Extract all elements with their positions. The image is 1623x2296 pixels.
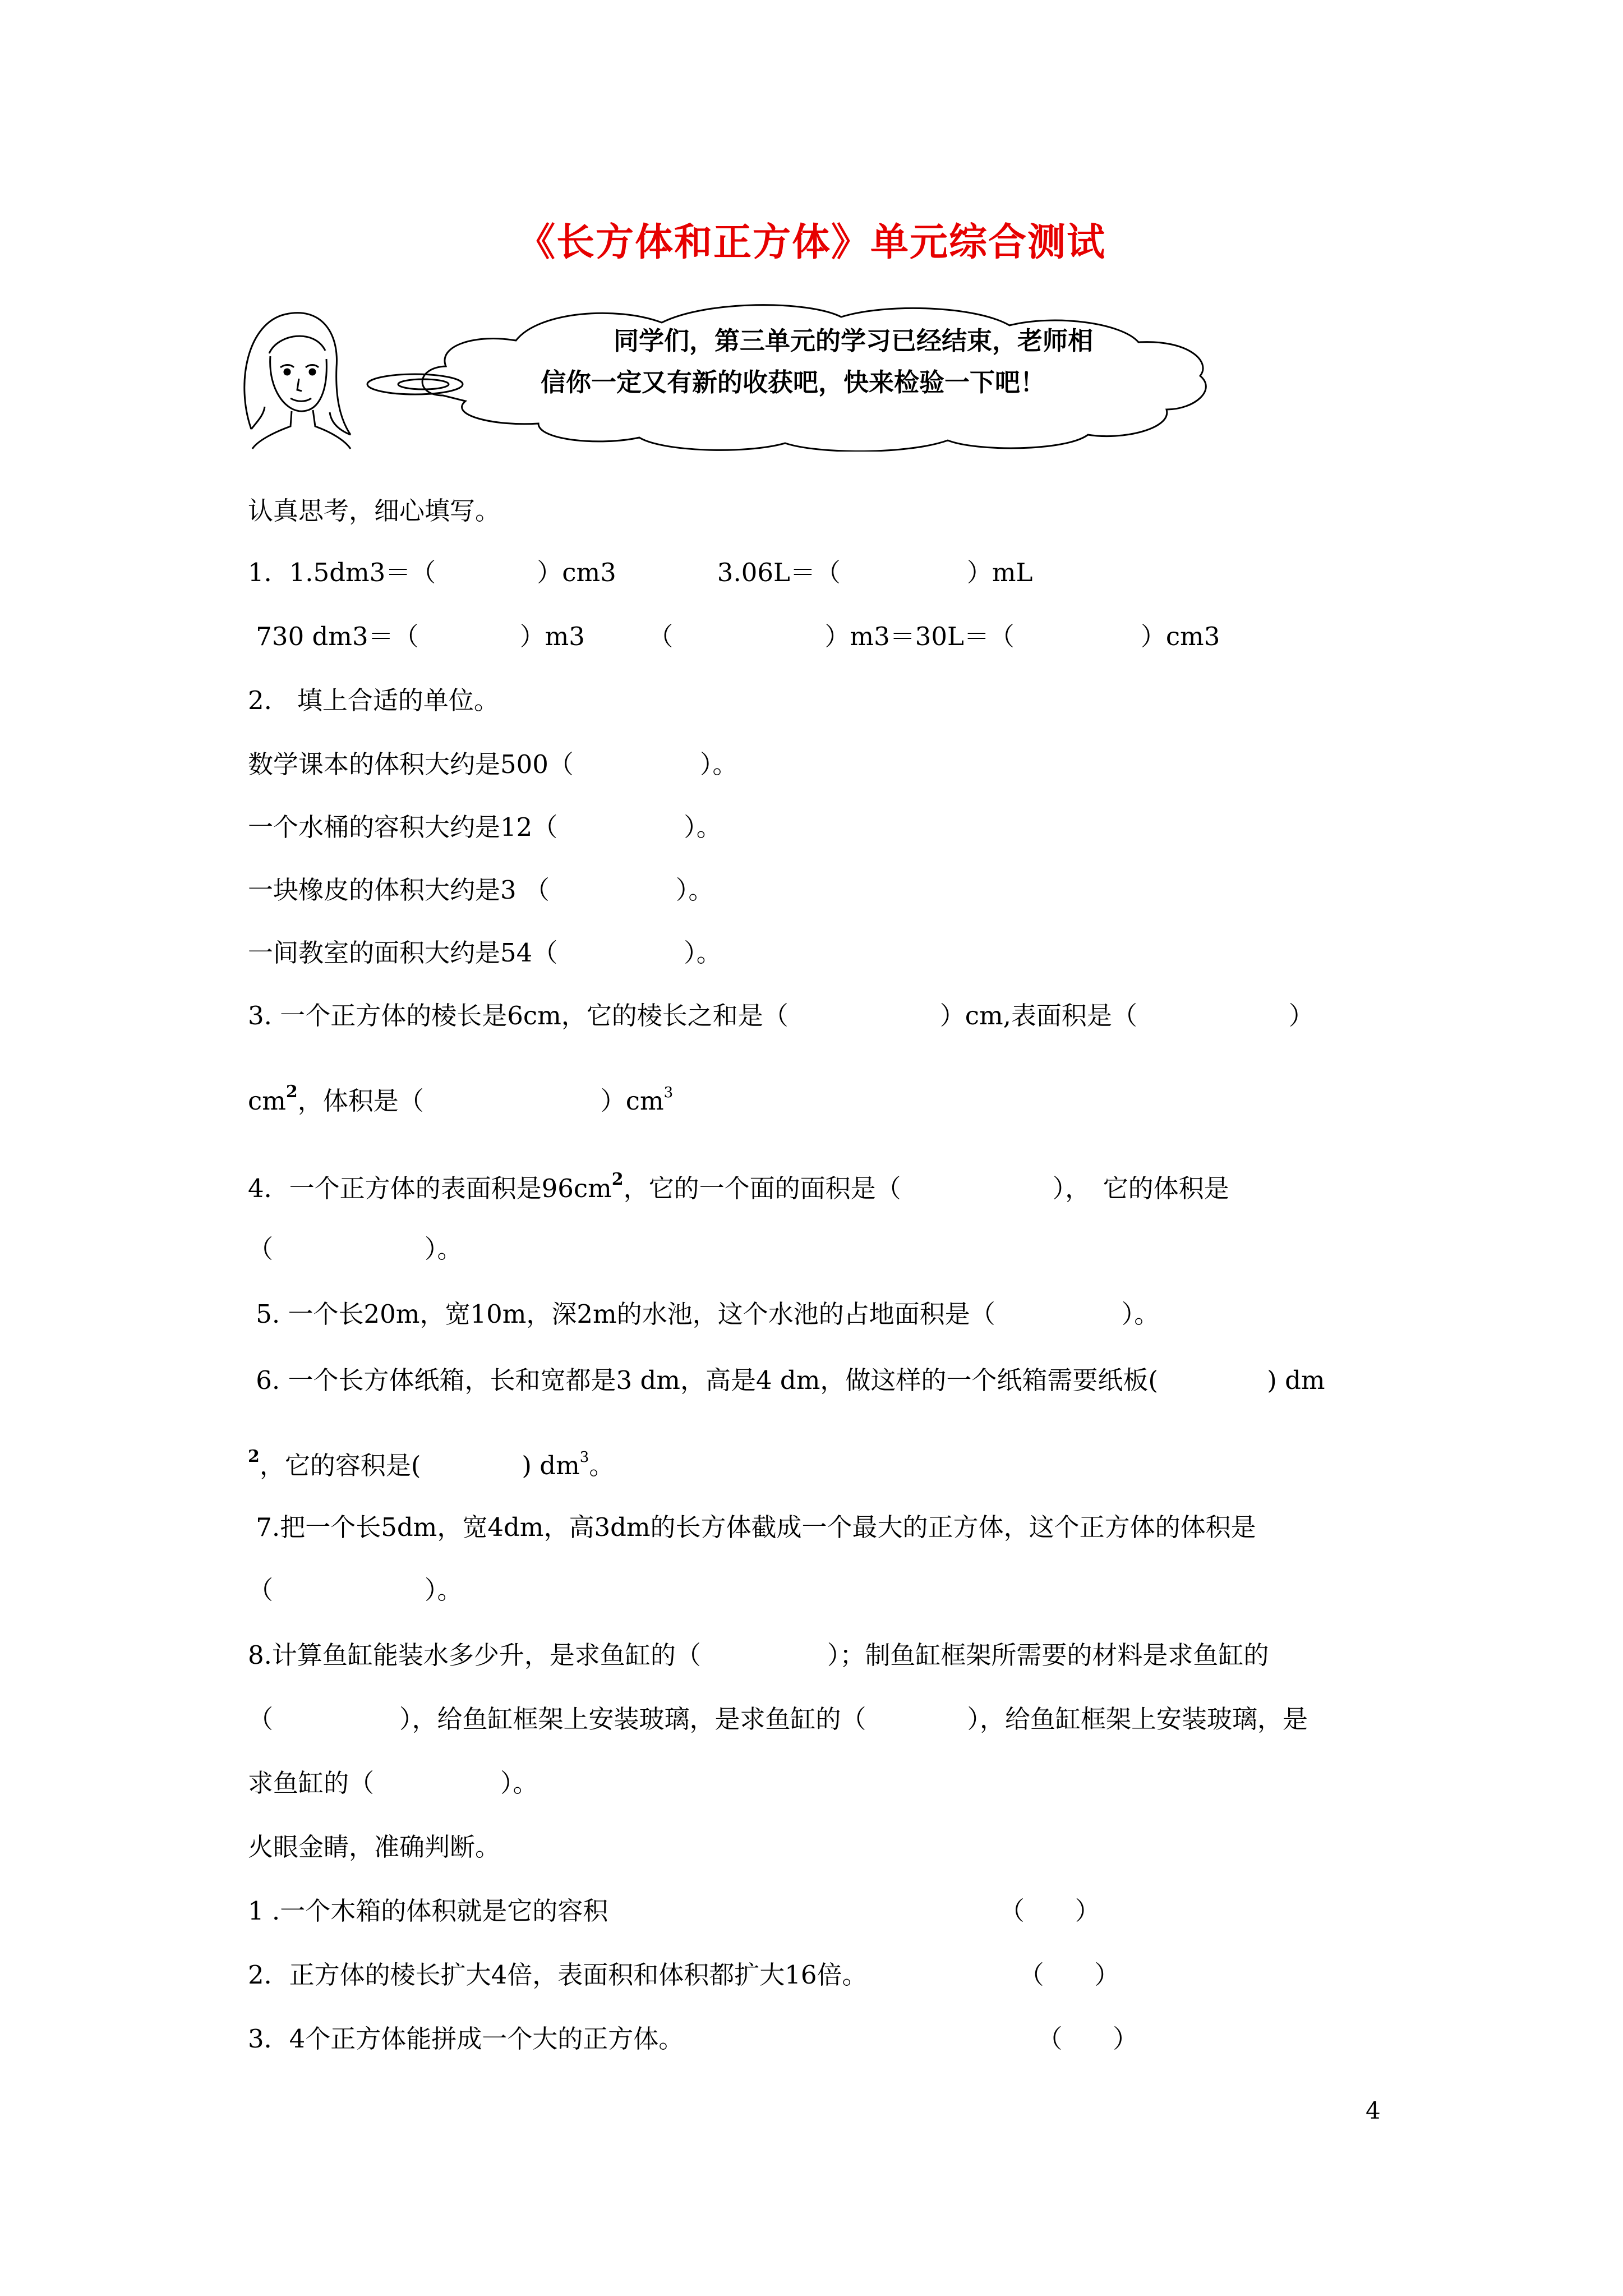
- q2-item-2: 一个水桶的容积大约是12（ ）。: [248, 812, 722, 842]
- q4-exponent: 2: [611, 1170, 624, 1189]
- q8-line-3: 求鱼缸的（ ）。: [248, 1768, 538, 1798]
- q6-unit-exponent: 2: [248, 1447, 260, 1466]
- teacher-illustration: [224, 300, 1402, 454]
- q2-heading: 2. 填上合适的单位。: [248, 685, 499, 715]
- q4-text-b: ，它的一个面的面积是（ ）， 它的体积是: [623, 1174, 1229, 1203]
- q8-line-1: 8.计算鱼缸能装水多少升，是求鱼缸的（ ）；制鱼缸框架所需要的材料是求鱼缸的: [248, 1640, 1269, 1670]
- q5-line-1: 5. 一个长20m，宽10m，深2m的水池，这个水池的占地面积是（ ）。: [248, 1299, 1160, 1329]
- section-fill-heading: 认真思考，细心填写。: [248, 496, 501, 526]
- speech-line-2: 信你一定又有新的收获吧，快来检验一下吧！: [541, 367, 1046, 397]
- judge-item-3: 3．4个正方体能拼成一个大的正方体。 （ ）: [248, 2024, 1138, 2054]
- page-title: 《长方体和正方体》单元综合测试: [517, 220, 1106, 265]
- q7-line-2: （ ）。: [248, 1575, 463, 1605]
- q3-volume-exponent: 3: [663, 1084, 674, 1101]
- speech-line-1: 同学们，第三单元的学习已经结束，老师相: [614, 326, 1094, 356]
- q4-line-2: （ ）。: [248, 1234, 463, 1264]
- q3-line-2: [248, 1084, 673, 1114]
- q3-unit-exponent: 2: [285, 1082, 298, 1102]
- q7-line-1: 7.把一个长5dm，宽4dm，高3dm的长方体截成一个最大的正方体，这个正方体的体积是: [248, 1512, 1256, 1542]
- q3-unit: cm: [248, 1086, 286, 1116]
- q2-item-4: 一间教室的面积大约是54（ ）。: [248, 938, 722, 968]
- page-number: 4: [1366, 2097, 1381, 2124]
- q1-line-2: 730 dm3＝（ ）m3 （ ）m3＝30L＝（ ）cm3: [248, 622, 1220, 651]
- q4-line-1: [248, 1171, 1229, 1201]
- q6-volume-exponent: 3: [579, 1449, 589, 1466]
- q2-item-3: 一块橡皮的体积大约是3 （ ）。: [248, 875, 714, 905]
- judge-item-2: 2．正方体的棱长扩大4倍，表面积和体积都扩大16倍。 （ ）: [248, 1960, 1120, 1990]
- q8-line-2: （ ），给鱼缸框架上安装玻璃，是求鱼缸的（ ），给鱼缸框架上安装玻璃，是: [248, 1704, 1308, 1734]
- q3-volume-text: ，体积是（ ）cm: [297, 1086, 664, 1116]
- q6-period: 。: [589, 1451, 615, 1480]
- q2-item-1: 数学课本的体积大约是500（ ）。: [248, 749, 738, 779]
- q6-line-1: 6. 一个长方体纸箱，长和宽都是3 dm，高是4 dm，做这样的一个纸箱需要纸板( ) dm: [248, 1365, 1325, 1395]
- q1-line-1: 1．1.5dm3＝（ ）cm3 3.06L＝（ ）mL: [248, 558, 1033, 587]
- q6-line-2: [248, 1448, 614, 1478]
- section-judge-heading: 火眼金睛，准确判断。: [248, 1832, 501, 1862]
- q3-line-1: 3. 一个正方体的棱长是6cm，它的棱长之和是（ ）cm,表面积是（ ）: [248, 1001, 1314, 1030]
- q6-volume-text: ，它的容积是( ) dm: [259, 1451, 580, 1480]
- q4-text-a: 4．一个正方体的表面积是96cm: [248, 1174, 612, 1203]
- judge-item-1: 1 .一个木箱的体积就是它的容积 （ ）: [248, 1896, 1100, 1926]
